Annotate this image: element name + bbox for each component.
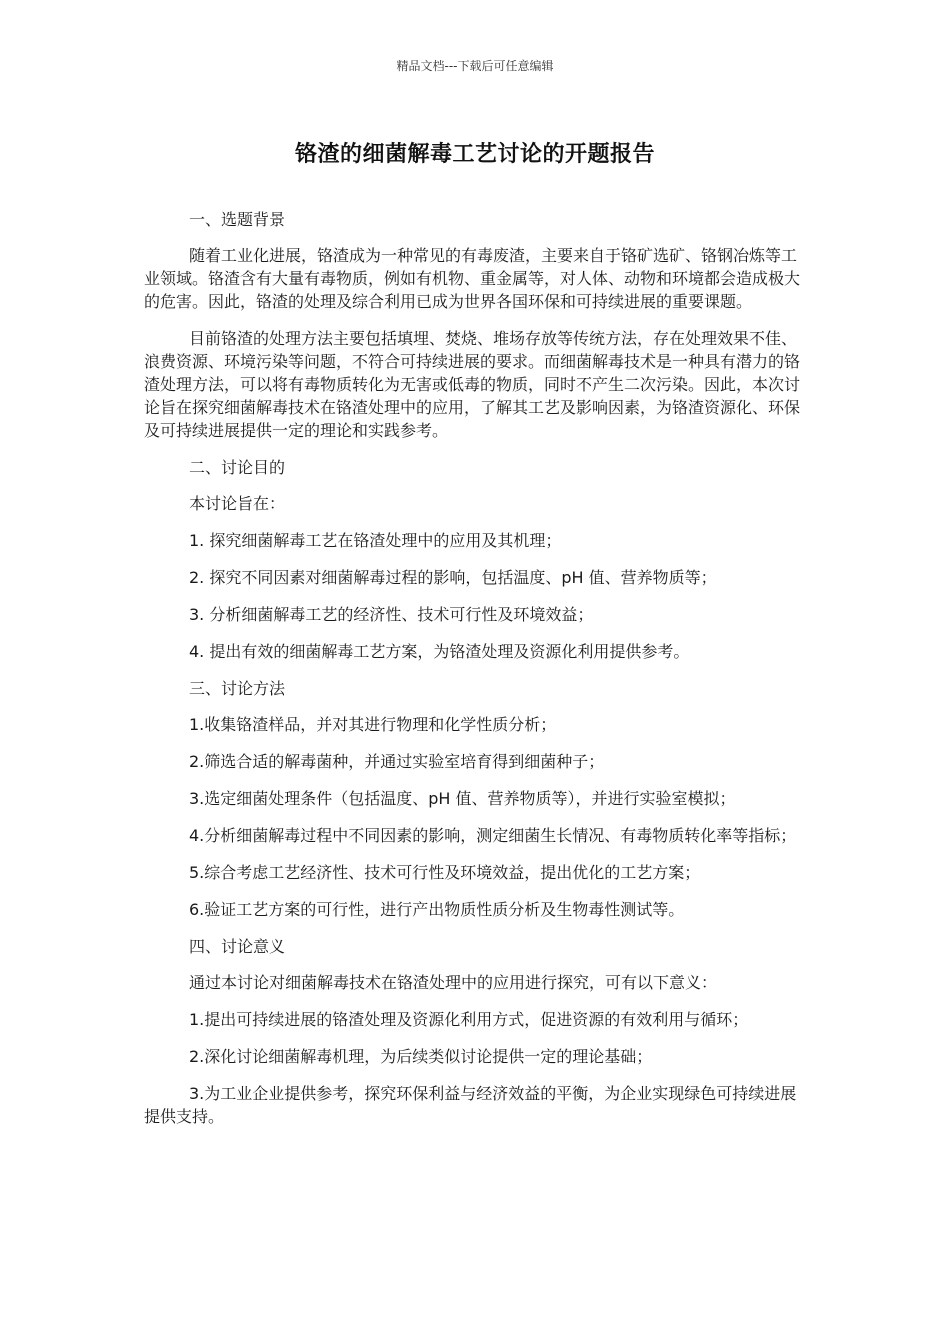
significance-item-3: 3.为工业企业提供参考，探究环保利益与经济效益的平衡，为企业实现绿色可持续进展提供支持。 [144, 1084, 797, 1126]
method-item-5: 5.综合考虑工艺经济性、技术可行性及环境效益，提出优化的工艺方案； [189, 863, 701, 882]
method-item-3: 3.选定细菌处理条件（包括温度、pH 值、营养物质等），并进行实验室模拟； [189, 789, 736, 808]
purpose-item-3: 3. 分析细菌解毒工艺的经济性、技术可行性及环境效益； [189, 605, 594, 624]
paragraph-background-1: 随着工业化进展，铬渣成为一种常见的有毒废渣，主要来自于铬矿选矿、铬钢冶炼等工业领域。铬渣含有大量有毒物质，例如有机物、重金属等，对人体、动物和环境都会造成极大的危害。因此，铬渣的处理及综合利用已成为世界各国环保和可持续进展的重要课题。 [144, 246, 801, 311]
significance-item-2: 2.深化讨论细菌解毒机理，为后续类似讨论提供一定的理论基础； [189, 1047, 653, 1066]
purpose-item-4: 4. 提出有效的细菌解毒工艺方案，为铬渣处理及资源化利用提供参考。 [189, 642, 690, 661]
method-item-1: 1.收集铬渣样品，并对其进行物理和化学性质分析； [189, 715, 557, 734]
method-item-4: 4.分析细菌解毒过程中不同因素的影响，测定细菌生长情况、有毒物质转化率等指标； [189, 826, 797, 845]
paragraph-background-2: 目前铬渣的处理方法主要包括填埋、焚烧、堆场存放等传统方法，存在处理效果不佳、浪费资源、环境污染等问题，不符合可持续进展的要求。而细菌解毒技术是一种具有潜力的铬渣处理方法，可以将有毒物质转化为无害或低毒的物质，同时不产生二次污染。因此，本次讨论旨在探究细菌解毒技术在铬渣处理中的应用，了解其工艺及影响因素，为铬渣资源化、环保及可持续进展提供一定的理论和实践参考。 [144, 329, 801, 440]
document-title: 铬渣的细菌解毒工艺讨论的开题报告 [294, 142, 655, 167]
method-item-2: 2.筛选合适的解毒菌种，并通过实验室培育得到细菌种子； [189, 752, 605, 771]
paragraph-purpose-intro: 本讨论旨在： [189, 494, 286, 513]
paragraph-significance-intro: 通过本讨论对细菌解毒技术在铬渣处理中的应用进行探究，可有以下意义： [189, 973, 718, 992]
section-heading-purpose: 二、讨论目的 [189, 458, 286, 477]
header-note: 精品文档---下载后可任意编辑 [396, 59, 554, 73]
purpose-item-2: 2. 探究不同因素对细菌解毒过程的影响，包括温度、pH 值、营养物质等； [189, 568, 717, 587]
section-heading-methods: 三、讨论方法 [189, 679, 286, 698]
document-body [144, 208, 806, 1142]
section-heading-background: 一、选题背景 [189, 210, 286, 229]
method-item-6: 6.验证工艺方案的可行性，进行产出物质性质分析及生物毒性测试等。 [189, 900, 685, 919]
purpose-item-1: 1. 探究细菌解毒工艺在铬渣处理中的应用及其机理； [189, 531, 562, 550]
section-heading-significance: 四、讨论意义 [189, 937, 286, 956]
significance-item-1: 1.提出可持续进展的铬渣处理及资源化利用方式，促进资源的有效利用与循环； [189, 1010, 749, 1029]
